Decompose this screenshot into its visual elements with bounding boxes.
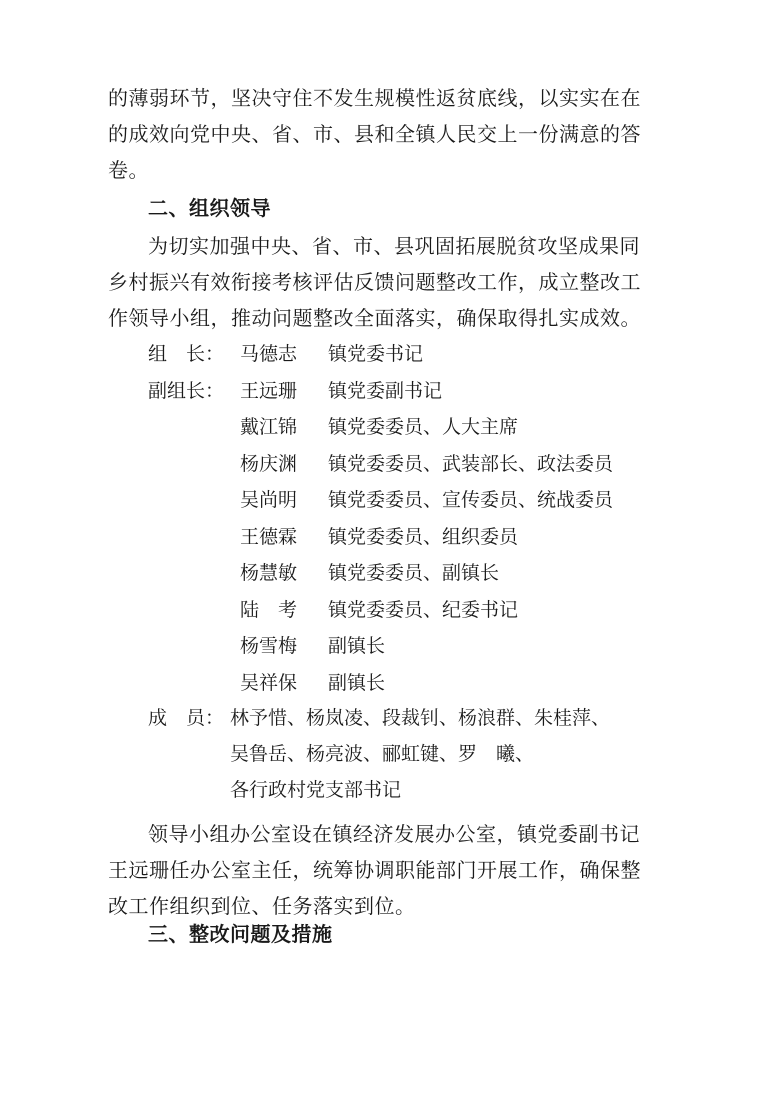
office-paragraph — [108, 816, 664, 924]
leader-title: 镇党委委员、组织委员 — [328, 525, 519, 548]
leader-title: 副镇长 — [328, 671, 386, 694]
leader-title: 镇党委委员、宣传委员、统战委员 — [328, 489, 614, 511]
leader-role: 组 长： — [148, 343, 225, 365]
office-line-1: 领导小组办公室设在镇经济发展办公室，镇党委副书记 — [148, 822, 640, 846]
leader-name: 吴尚明 — [240, 489, 298, 511]
intro-line-1: 的薄弱环节，坚决守住不发生规模性返贫底线，以实实在在 — [108, 86, 641, 110]
office-line-2: 王远珊任办公室主任，统筹协调职能部门开展工作，确保整 — [108, 858, 641, 882]
leader-role: 副组长： — [148, 379, 225, 402]
leader-title: 镇党委委员、人大主席 — [328, 416, 519, 438]
leader-name: 杨慧敏 — [240, 562, 298, 584]
leader-name: 陆 考 — [240, 598, 298, 621]
leader-title: 镇党委副书记 — [328, 379, 443, 402]
section-two-line-2: 乡村振兴有效衔接考核评估反馈问题整改工作，成立整改工 — [108, 270, 641, 294]
section-three-heading: 三、整改问题及措施 — [148, 922, 333, 946]
members-line-1: 林予惜、杨岚凌、段裁钊、杨浪群、朱桂萍、 — [230, 707, 611, 729]
leader-title: 镇党委委员、武装部长、政法委员 — [328, 452, 614, 475]
leader-name: 吴祥保 — [240, 671, 298, 694]
leader-name: 杨雪梅 — [240, 635, 298, 657]
leader-name: 王远珊 — [240, 379, 298, 402]
section-two-heading: 二、组织领导 — [148, 196, 271, 220]
intro-line-3: 卷。 — [108, 158, 149, 182]
members-line-3: 各行政村党支部书记 — [230, 779, 402, 801]
intro-paragraph — [108, 80, 664, 188]
members-line-2: 吴鲁岳、杨亮波、郦虹键、罗 曦、 — [230, 743, 535, 765]
section-two-line-3: 作领导小组，推动问题整改全面落实，确保取得扎实成效。 — [108, 306, 641, 330]
members-label: 成 员： — [148, 707, 225, 729]
leader-name: 杨庆渊 — [240, 452, 298, 475]
office-line-3: 改工作组织到位、任务落实到位。 — [108, 894, 416, 918]
leader-title: 镇党委委员、纪委书记 — [328, 598, 519, 621]
section-two-line-1: 为切实加强中央、省、市、县巩固拓展脱贫攻坚成果同 — [148, 234, 640, 258]
leader-title: 副镇长 — [328, 635, 386, 657]
intro-line-2: 的成效向党中央、省、市、县和全镇人民交上一份满意的答 — [108, 122, 641, 146]
leader-title: 镇党委委员、副镇长 — [328, 562, 500, 584]
leader-name: 马德志 — [240, 343, 298, 365]
leader-name: 王德霖 — [240, 525, 298, 548]
leader-name: 戴江锦 — [240, 416, 298, 438]
leader-title: 镇党委书记 — [328, 343, 424, 365]
section-two-paragraph — [108, 228, 664, 336]
